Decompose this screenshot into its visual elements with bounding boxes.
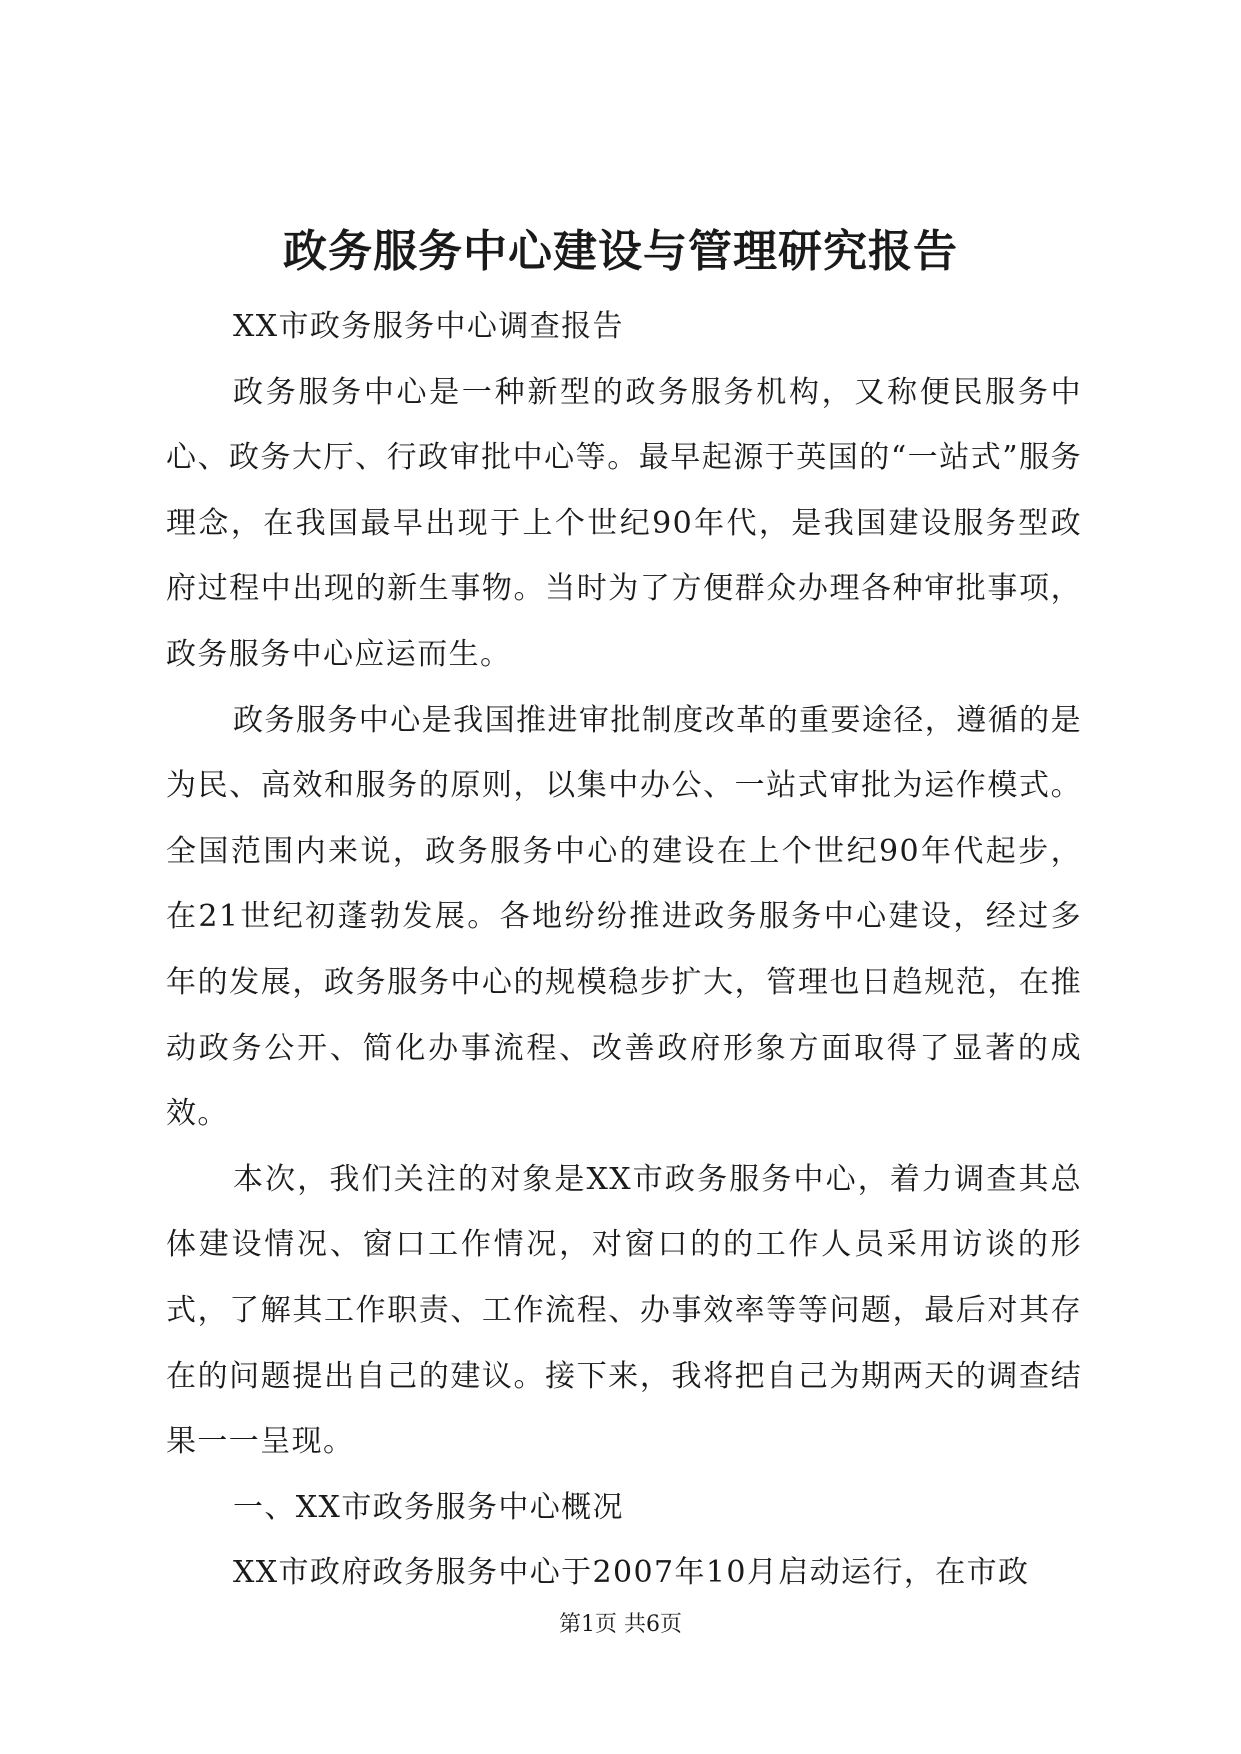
section-heading: 一、XX市政务服务中心概况 [233, 1489, 624, 1525]
subtitle-paragraph: XX市政务服务中心调查报告 [233, 309, 624, 344]
document-title: 政务服务中心建设与管理研究报告 [283, 226, 958, 277]
body-paragraph: 政务服务中心是一种新型的政务服务机构，又称便民服务中心、政务大厅、行政审批中心等。最早起源于英国的“一站式”服务理念，在我国最早出现于上个世纪90年代，是我国建设服务型政府过程中出现的新生事物。当时为了方便群众办理各种审批事项，政务服务中心应运而生。 [166, 374, 1082, 672]
body-paragraph: 本次，我们关注的对象是XX市政务服务中心，着力调查其总体建设情况、窗口工作情况，对窗口的的工作人员采用访谈的形式，了解其工作职责、工作流程、办事效率等等问题，最后对其存在的问题提出自己的建议。接下来，我将把自己为期两天的调查结果一一呈现。 [166, 1161, 1082, 1460]
body-paragraph: 政务服务中心是我国推进审批制度改革的重要途径，遵循的是为民、高效和服务的原则，以集中办公、一站式审批为运作模式。全国范围内来说，政务服务中心的建设在上个世纪90年代起步，在21世纪初蓬勃发展。各地纷纷推进政务服务中心建设，经过多年的发展，政务服务中心的规模稳步扩大，管理也日趋规范，在推动政务公开、简化办事流程、改善政府形象方面取得了显著的成效。 [166, 702, 1082, 1132]
document-body [166, 294, 1082, 1606]
page-number-footer: 第1页 共6页 [559, 1612, 682, 1637]
body-paragraph: XX市政府政务服务中心于2007年10月启动运行，在市政 [233, 1555, 1030, 1591]
